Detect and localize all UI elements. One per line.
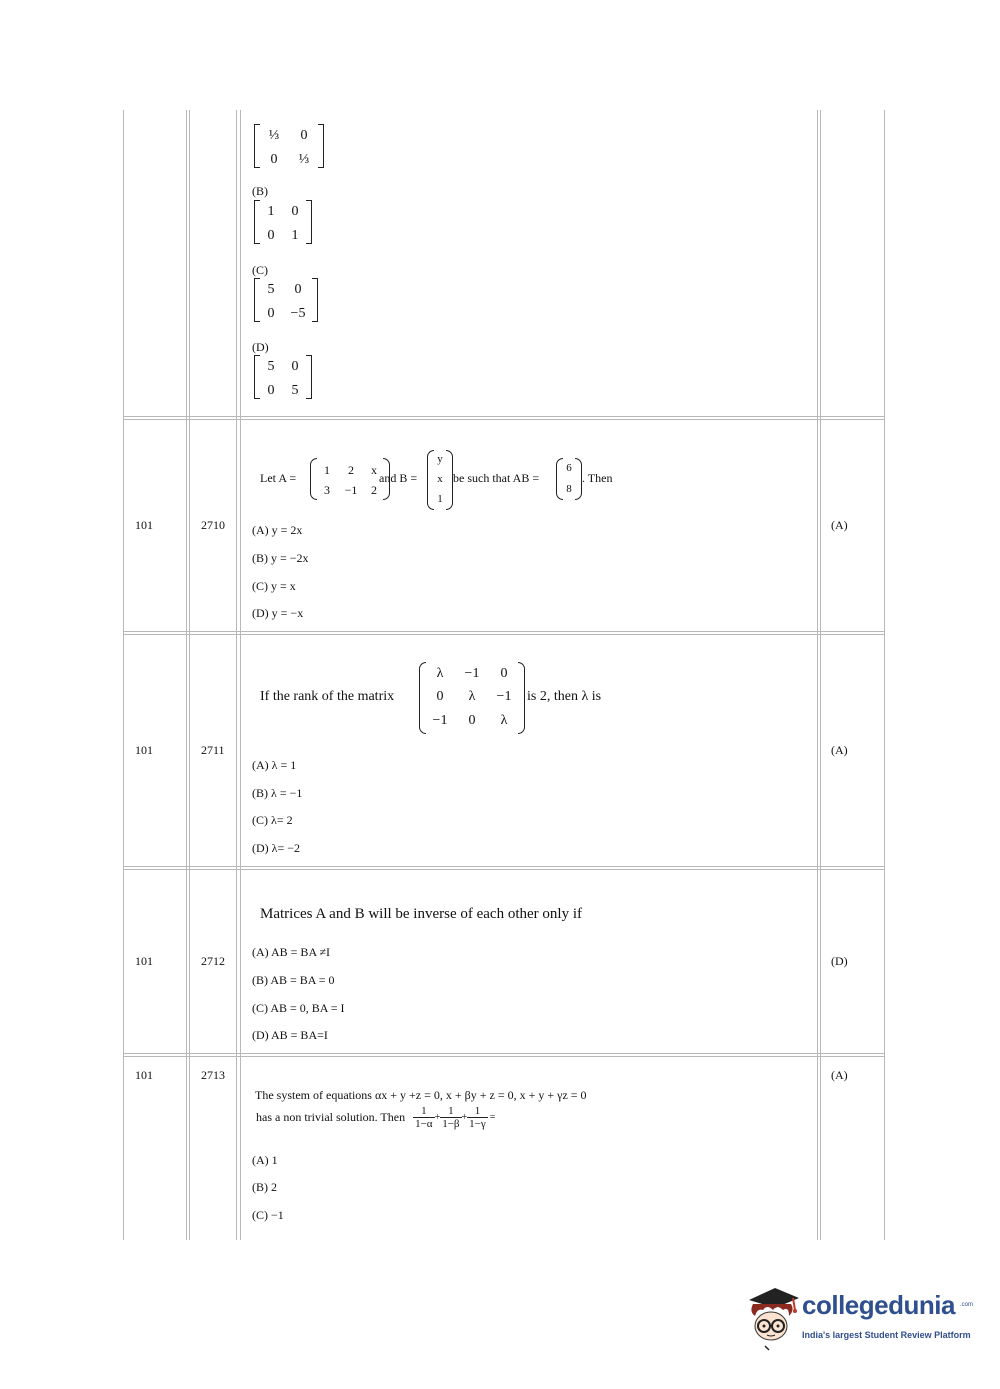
logo-com: .com <box>960 1302 974 1308</box>
matrix-ab: 6 8 <box>556 458 582 500</box>
option-a: (A) λ = 1 <box>252 758 297 772</box>
matrix-b: y x 1 <box>427 450 453 510</box>
option-d: (D) λ= −2 <box>252 841 301 855</box>
subject-code: 101 <box>135 518 153 532</box>
subject-code: 101 <box>135 1068 153 1082</box>
option-c: (C) λ= 2 <box>252 813 293 827</box>
answer: (D) <box>831 954 848 968</box>
option-a: (A) 1 <box>252 1153 278 1167</box>
option-a: (A) y = 2x <box>252 523 303 537</box>
option-b: (B) AB = BA = 0 <box>252 973 335 987</box>
matrix-option-c: 5 0 0 −5 <box>254 278 318 322</box>
option-d: (D) y = −x <box>252 606 304 620</box>
question-text: Matrices A and B will be inverse of each other only if <box>260 906 582 922</box>
collegedunia-logo <box>745 1282 974 1352</box>
question-id: 2712 <box>201 954 225 968</box>
matrix-option-b: 1 0 0 1 <box>254 200 312 244</box>
option-c: (C) −1 <box>252 1208 284 1222</box>
option-label-d: (D) <box>252 340 269 354</box>
question-id: 2711 <box>201 743 225 757</box>
subject-code: 101 <box>135 743 153 757</box>
option-a: (A) AB = BA ≠I <box>252 945 331 959</box>
fraction-alpha: $\frac{1}{1-\alpha}$ <box>415 1105 433 1130</box>
option-label-c: (C) <box>252 263 268 277</box>
option-b: (B) λ = −1 <box>252 786 303 800</box>
question-line-2: has a non trivial solution. Then $\frac{1}{1-\alpha}$ + $\frac{1}{1-\beta}$ + $\frac{1}{1-\gamma}$ = <box>256 1105 496 1130</box>
option-b: (B) y = −2x <box>252 551 309 565</box>
answer: (A) <box>831 743 848 757</box>
question-line-1: The system of equations αx + y +z = 0, x + βy + z = 0, x + y + γz = 0 <box>255 1088 587 1102</box>
matrix-option-d: 5 0 0 5 <box>254 355 312 399</box>
option-label-b: (B) <box>252 184 268 198</box>
answer: (A) <box>831 1068 848 1082</box>
option-c: (C) AB = 0, BA = I <box>252 1001 345 1015</box>
matrix-a: 1 2 x 3 −1 2 <box>310 458 390 500</box>
mascot-icon <box>745 1282 801 1352</box>
option-c: (C) y = x <box>252 579 296 593</box>
answer: (A) <box>831 518 848 532</box>
fraction-gamma: $\frac{1}{1-\gamma}$ <box>469 1105 486 1130</box>
question-id: 2713 <box>201 1068 225 1082</box>
subject-code: 101 <box>135 954 153 968</box>
fraction-beta: $\frac{1}{1-\beta}$ <box>442 1105 460 1130</box>
rank-matrix: λ −1 0 0 λ −1 −1 0 λ <box>419 662 525 734</box>
logo-tagline: India's largest Student Review Platform <box>802 1330 971 1340</box>
logo-wordmark: collegedunia <box>802 1290 955 1320</box>
option-d: (D) AB = BA=I <box>252 1028 328 1042</box>
option-b: (B) 2 <box>252 1180 277 1194</box>
matrix-option-a: ⅓ 0 0 ⅓ <box>254 124 324 168</box>
question-id: 2710 <box>201 518 225 532</box>
